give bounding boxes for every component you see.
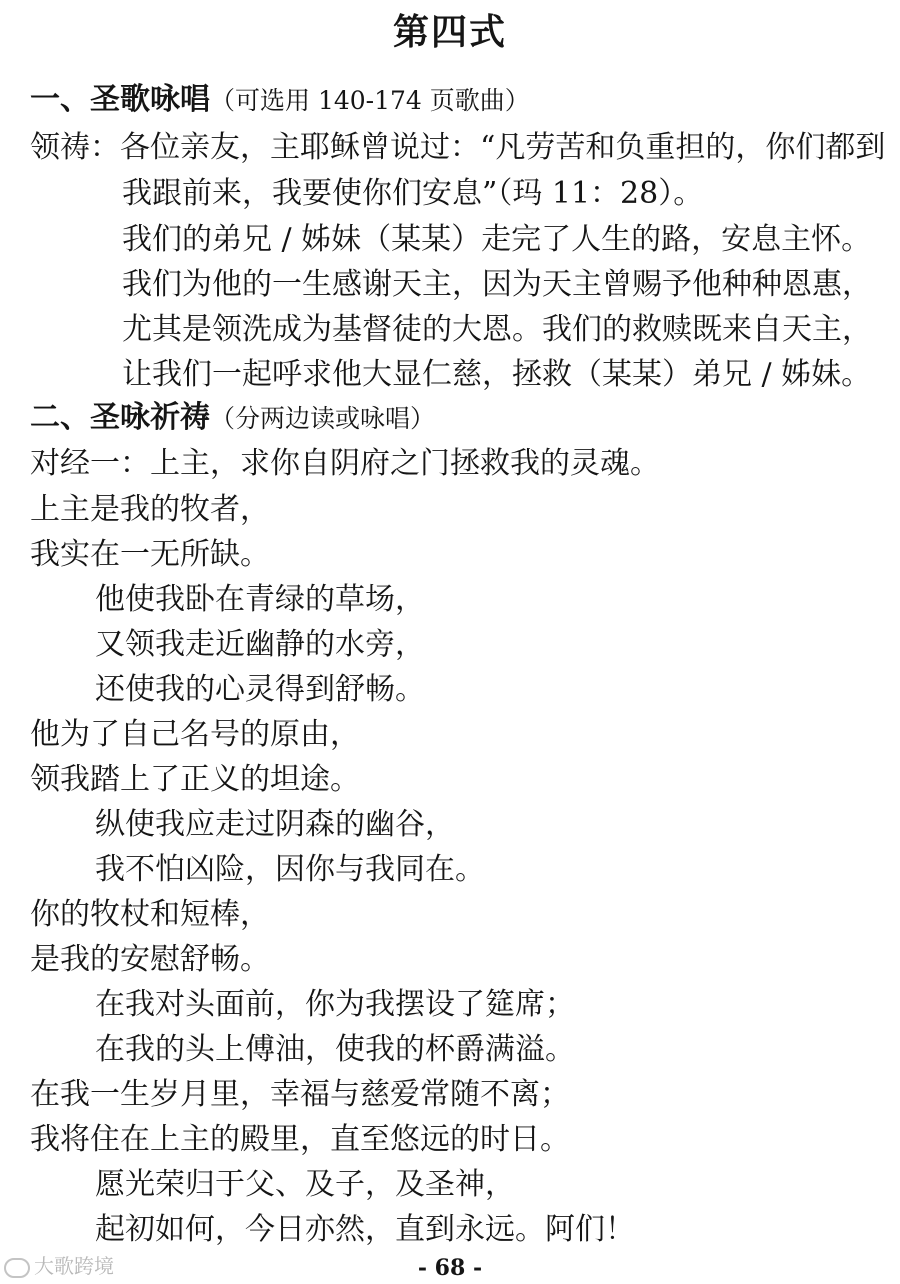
section-heading-hymn: [30, 80, 530, 121]
psalm-line: 又领我走近幽静的水旁，: [95, 627, 425, 662]
prayer-line: 尤其是领洗成为基督徒的大恩。我们的救赎既来自天主，: [122, 312, 872, 347]
page-title: 第四式: [392, 11, 507, 53]
antiphon-line: 对经一：上主，求你自阴府之门拯救我的灵魂。: [30, 446, 660, 481]
watermark-text: 大歌跨境: [34, 1254, 114, 1278]
psalm-line: 我实在一无所缺。: [30, 537, 270, 572]
doxology-line: 起初如何，今日亦然，直到永远。阿们！: [95, 1212, 635, 1247]
section-heading-note: （分两边读或咏唱）: [210, 404, 436, 433]
prayer-line: 让我们一起呼求他大显仁慈，拯救（某某）弟兄 / 姊妹。: [122, 357, 872, 392]
doxology-line: 愿光荣归于父、及子，及圣神，: [95, 1167, 515, 1202]
psalm-line: 他为了自己名号的原由，: [30, 717, 360, 752]
section-heading-text: 一、圣歌咏唱: [30, 82, 210, 117]
section-heading-psalm: [30, 398, 435, 439]
psalm-line: 在我对头面前，你为我摆设了筵席；: [95, 987, 575, 1022]
psalm-line: 领我踏上了正义的坦途。: [30, 762, 360, 797]
watermark: [4, 1252, 114, 1280]
psalm-line: 我将住在上主的殿里，直至悠远的时日。: [30, 1122, 570, 1157]
watermark-logo-icon: [4, 1258, 30, 1278]
psalm-line: 纵使我应走过阴森的幽谷，: [95, 807, 455, 842]
section-heading-text: 二、圣咏祈祷: [30, 400, 210, 435]
psalm-line: 在我的头上傅油，使我的杯爵满溢。: [95, 1032, 575, 1067]
prayer-line: 我跟前来，我要使你们安息”（玛 11：28）。: [122, 176, 704, 211]
psalm-line: 你的牧杖和短棒，: [30, 897, 270, 932]
psalm-line: 还使我的心灵得到舒畅。: [95, 672, 425, 707]
psalm-line: 是我的安慰舒畅。: [30, 942, 270, 977]
page-number: - 68 -: [417, 1255, 483, 1281]
section-heading-note: （可选用 140-174 页歌曲）: [210, 86, 530, 115]
psalm-line: 他使我卧在青绿的草场，: [95, 582, 425, 617]
psalm-line: 在我一生岁月里，幸福与慈爱常随不离；: [30, 1077, 570, 1112]
psalm-line: 我不怕凶险，因你与我同在。: [95, 852, 485, 887]
psalm-line: 上主是我的牧者，: [30, 492, 270, 527]
prayer-line: 我们为他的一生感谢天主，因为天主曾赐予他种种恩惠，: [122, 267, 872, 302]
prayer-line: 我们的弟兄 / 姊妹（某某）走完了人生的路，安息主怀。: [122, 222, 872, 257]
prayer-line: 领祷：各位亲友，主耶稣曾说过：“凡劳苦和负重担的，你们都到: [30, 130, 886, 165]
